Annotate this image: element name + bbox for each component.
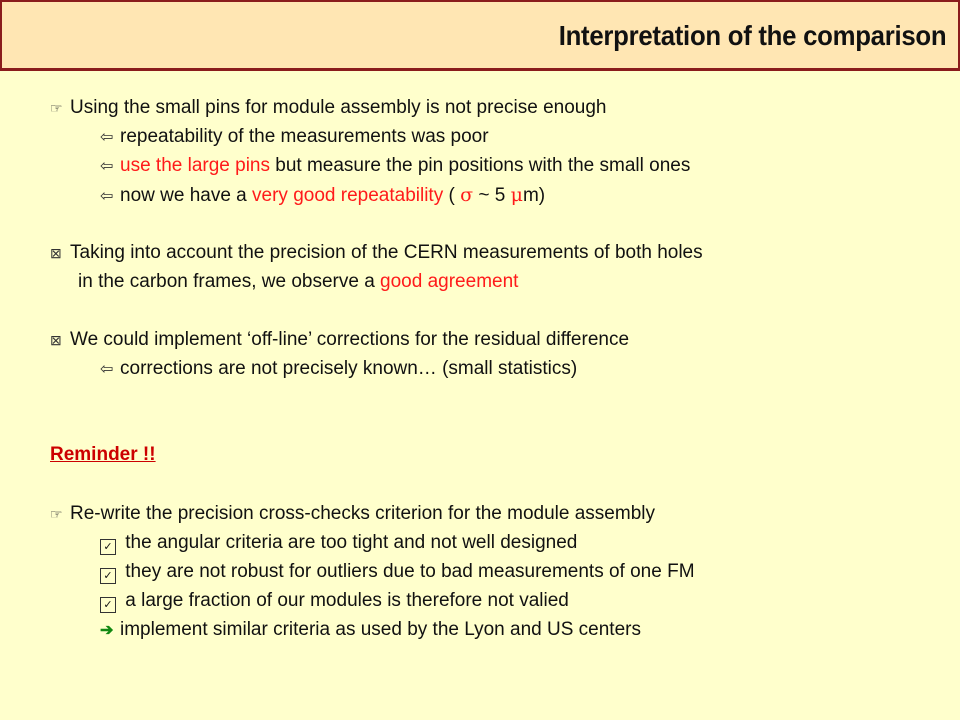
sub-bullet-line (100, 154, 690, 179)
bullet-text: in the carbon frames, we observe a (78, 271, 381, 292)
slide-title: Interpretation of the comparison (558, 20, 946, 51)
cross-bullet-icon: ⊠ (50, 332, 62, 348)
checkbox-bullet-icon: ✓ (100, 539, 116, 555)
title-bar (0, 0, 960, 71)
left-arrow-icon: ⇦ (100, 129, 114, 146)
sub-bullet-text: repeatability of the measurements was poor (120, 126, 489, 147)
bullet-text: Re-write the precision cross-checks criterion for the module assembly (70, 503, 655, 524)
mu-symbol: μ (510, 184, 523, 206)
pointer-bullet-icon: ☞ (50, 506, 63, 522)
sub-bullet-text: implement similar criteria as used by the Lyon and US centers (120, 619, 641, 640)
highlight-text: good agreement (380, 271, 519, 292)
bullet-line (50, 96, 607, 120)
bullet-continuation (78, 270, 518, 294)
left-arrow-icon: ⇦ (100, 361, 114, 378)
bullet-line (50, 241, 703, 265)
pointer-bullet-icon: ☞ (50, 100, 63, 116)
paren-text: ( (443, 185, 461, 206)
bullet-text: We could implement ‘off-line’ corrections for the residual difference (70, 329, 630, 350)
value-text: ~ 5 (473, 185, 511, 206)
left-arrow-icon: ⇦ (100, 158, 114, 175)
checkbox-bullet-icon: ✓ (100, 597, 116, 613)
bullet-line (50, 328, 629, 352)
bullet-text: Taking into account the precision of the CERN measurements of both holes (70, 242, 703, 263)
sub-bullet-line (100, 183, 545, 209)
bullet-text: Using the small pins for module assembly is not precise enough (70, 97, 607, 118)
highlight-text: use the large pins (120, 155, 270, 176)
bullet-line (50, 502, 655, 526)
checkbox-bullet-icon: ✓ (100, 568, 116, 584)
sub-bullet-line (100, 531, 577, 555)
sub-bullet-line (100, 125, 489, 150)
sub-bullet-text: a large fraction of our modules is therefore not valied (125, 590, 569, 611)
sub-bullet-line (100, 357, 577, 382)
cross-bullet-icon: ⊠ (50, 245, 62, 261)
reminder-heading: Reminder !! (50, 444, 156, 465)
right-arrow-icon: ➔ (100, 622, 114, 639)
sub-bullet-text: but measure the pin positions with the small ones (270, 155, 691, 176)
unit-text: m) (522, 185, 546, 206)
sub-bullet-text: now we have a (120, 185, 253, 206)
sub-bullet-line (100, 618, 641, 643)
sub-bullet-text: they are not robust for outliers due to bad measurements of one FM (125, 561, 695, 582)
highlight-text: very good repeatability (252, 185, 444, 206)
sub-bullet-text: corrections are not precisely known… (small statistics) (120, 358, 578, 379)
sub-bullet-line (100, 589, 569, 613)
left-arrow-icon: ⇦ (100, 188, 114, 205)
sigma-symbol: σ (460, 184, 474, 206)
sub-bullet-line (100, 560, 695, 584)
sub-bullet-text: the angular criteria are too tight and not well designed (125, 532, 578, 553)
